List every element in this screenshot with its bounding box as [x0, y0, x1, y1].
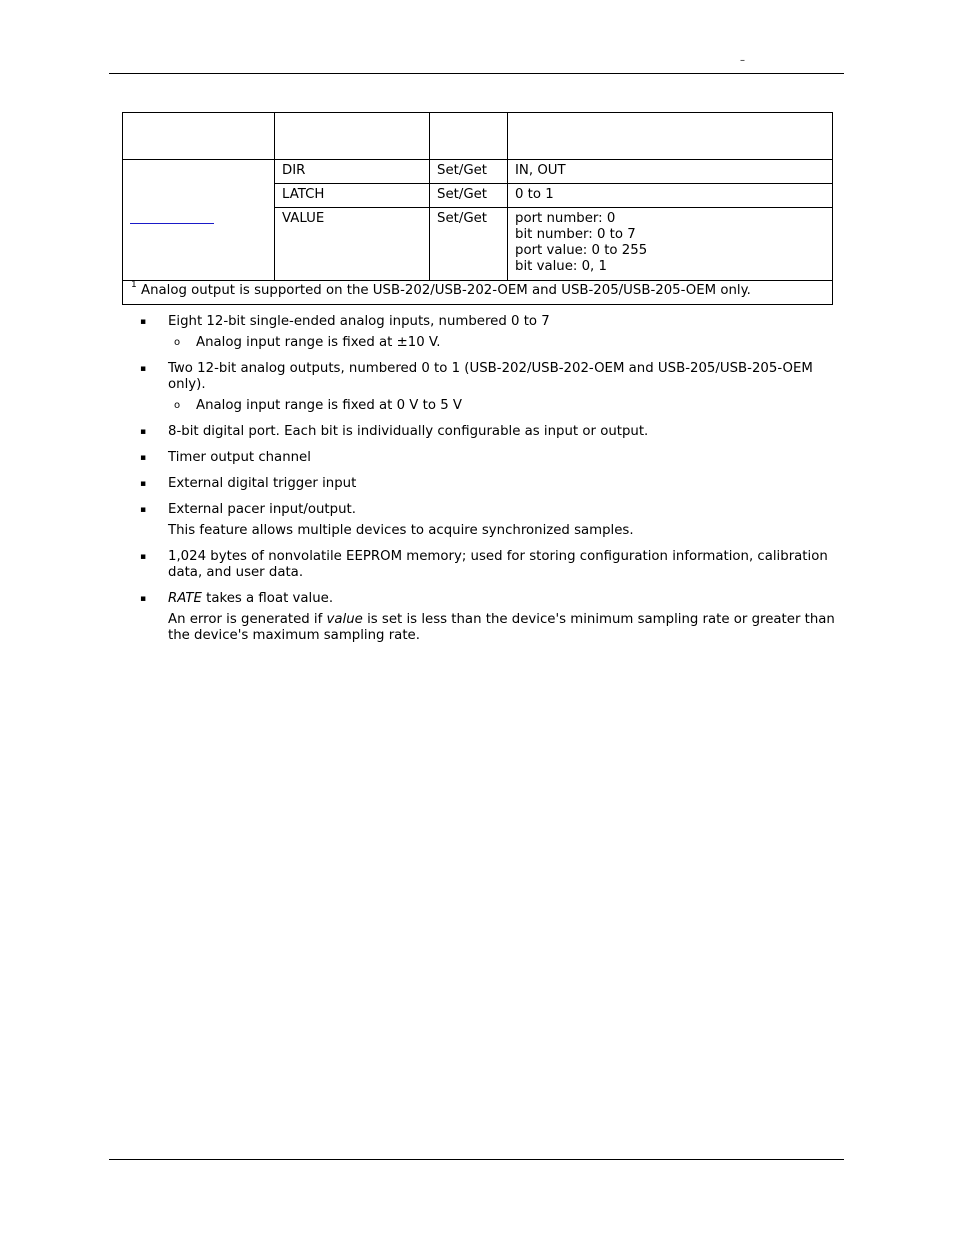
- feature-list: [138, 314, 843, 654]
- list-item-text: [168, 591, 843, 607]
- bullet-icon: ▪: [140, 505, 147, 515]
- list-item-text: 8-bit digital port. Each bit is individually configurable as input or output.: [168, 424, 649, 439]
- list-item: [138, 450, 843, 466]
- values-cell: 0 to 1: [508, 184, 833, 208]
- rate-term: RATE: [168, 591, 202, 606]
- list-item: [138, 424, 843, 440]
- bullet-icon: ▪: [140, 594, 147, 604]
- table-header-cell: [430, 113, 508, 160]
- sub-bullet-icon: o: [174, 337, 181, 348]
- property-cell: DIR: [275, 160, 430, 184]
- table-header-cell: [275, 113, 430, 160]
- sub-item: [138, 335, 843, 351]
- values-cell: [508, 208, 833, 281]
- error-text-a: An error is generated if: [168, 612, 327, 627]
- list-item: [138, 502, 843, 539]
- property-cell: LATCH: [275, 184, 430, 208]
- header-rule: [109, 73, 844, 74]
- list-item-text: External pacer input/output.: [168, 502, 356, 517]
- list-item-text: 1,024 bytes of nonvolatile EEPROM memory; used for storing configuration information, calibration data, and user data.: [168, 549, 828, 580]
- sub-item: [138, 398, 843, 414]
- list-item: [138, 361, 843, 414]
- values-cell: IN, OUT: [508, 160, 833, 184]
- table-row: [123, 160, 833, 184]
- group-cell: [123, 160, 275, 281]
- bullet-icon: ▪: [140, 453, 147, 463]
- list-item-paragraph: This feature allows multiple devices to acquire synchronized samples.: [168, 523, 634, 538]
- properties-table: [122, 112, 833, 305]
- value-term: value: [326, 612, 363, 627]
- table-header-cell: [508, 113, 833, 160]
- list-item: [138, 314, 843, 351]
- footer-rule: [109, 1159, 844, 1160]
- value-line: port value: 0 to 255: [515, 243, 648, 258]
- list-item-text: Timer output channel: [168, 450, 311, 465]
- footnote-row: [123, 281, 833, 305]
- bullet-icon: ▪: [140, 427, 147, 437]
- footnote-text: Analog output is supported on the USB-202/USB-202-OEM and USB-205/USB-205-OEM only.: [140, 283, 751, 298]
- table-header-cell: [123, 113, 275, 160]
- sub-item-text: Analog input range is fixed at ±10 V.: [196, 335, 441, 350]
- sub-bullet-icon: o: [174, 400, 181, 411]
- list-item: [138, 549, 843, 581]
- value-line: port number: 0: [515, 211, 616, 226]
- bullet-icon: ▪: [140, 364, 147, 374]
- bullet-icon: ▪: [140, 552, 147, 562]
- bullet-icon: ▪: [140, 479, 147, 489]
- value-line: bit number: 0 to 7: [515, 227, 636, 242]
- header-mark: –: [740, 55, 745, 66]
- bullet-icon: ▪: [140, 317, 147, 327]
- table-header-row: [123, 113, 833, 160]
- access-cell: Set/Get: [430, 160, 508, 184]
- access-cell: Set/Get: [430, 184, 508, 208]
- list-item-text: External digital trigger input: [168, 476, 357, 491]
- list-item-text: Two 12-bit analog outputs, numbered 0 to 1 (USB-202/USB-202-OEM and USB-205/USB-205-OEM only).: [168, 361, 813, 392]
- list-item-paragraph: [168, 612, 843, 644]
- list-item-text: Eight 12-bit single-ended analog inputs, numbered 0 to 7: [168, 314, 550, 329]
- footnote-marker: 1: [131, 280, 137, 290]
- access-cell: Set/Get: [430, 208, 508, 281]
- rate-description: takes a float value.: [201, 591, 334, 606]
- group-link[interactable]: [130, 215, 214, 224]
- footnote-cell: [123, 281, 833, 305]
- value-line: bit value: 0, 1: [515, 259, 607, 274]
- error-text-b: is set is less than the device's minimum sampling rate or greater than the device's maximum sampling rate.: [168, 612, 835, 643]
- sub-item-text: Analog input range is fixed at 0 V to 5 V: [196, 398, 462, 413]
- list-item: [138, 591, 843, 644]
- property-cell: VALUE: [275, 208, 430, 281]
- list-item: [138, 476, 843, 492]
